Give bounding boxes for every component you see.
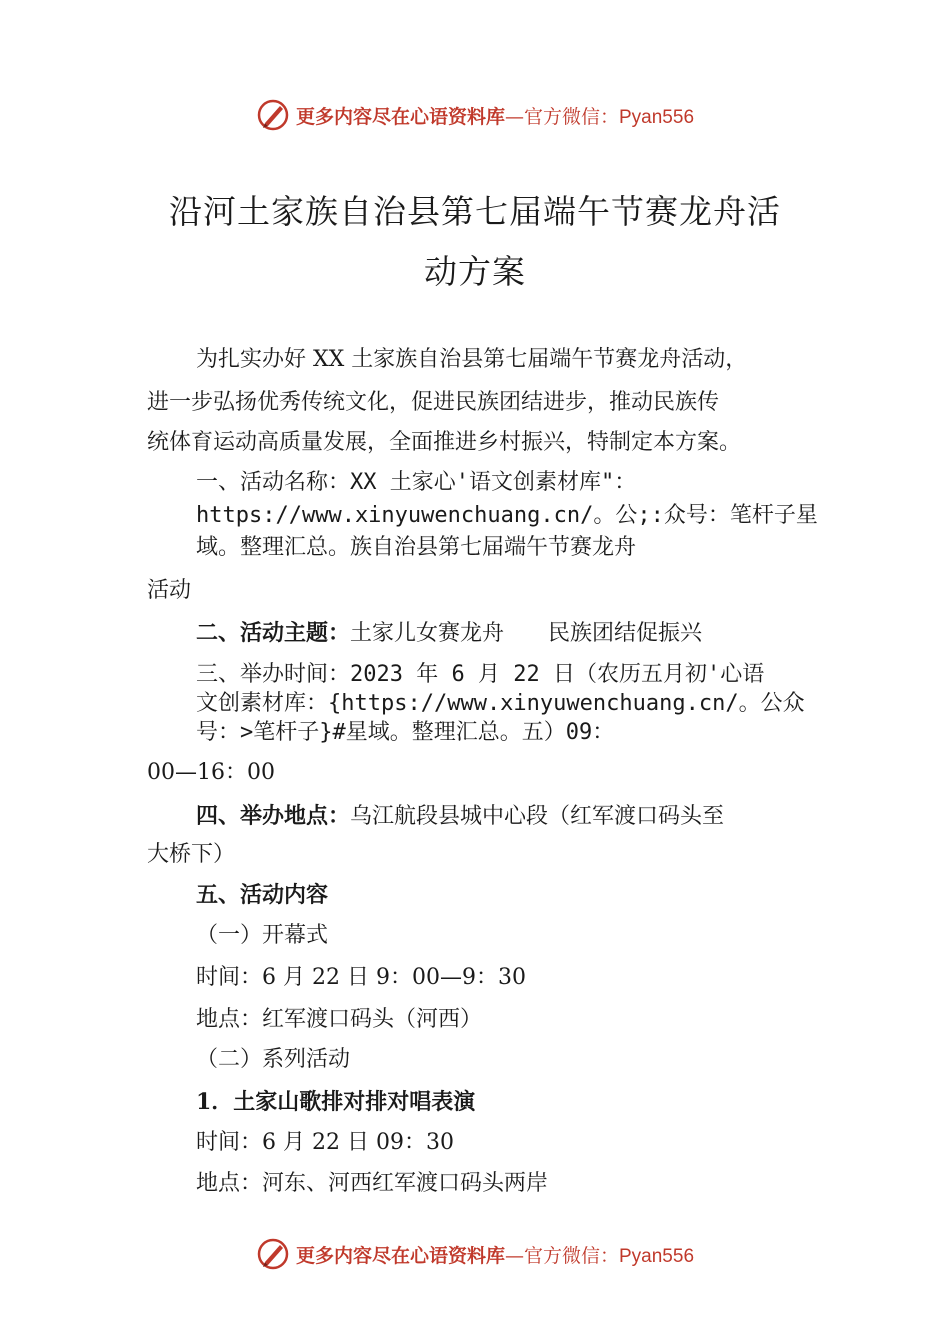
section-1-line-1: 一、活动名称：XX 土家心'语文创素材库"： (196, 470, 637, 495)
footer-banner (0, 1234, 950, 1274)
subsection-2-heading: （二）系列活动 (196, 1047, 351, 1072)
title-line-2: 动方案 (424, 252, 526, 291)
item-1-place: 地点：河东、河西红军渡口码头两岸 (196, 1171, 549, 1196)
document-title (120, 182, 830, 302)
banner-text: 更多内容尽在心语资料库—官方微信：Pyan556 (295, 105, 695, 128)
section-5-heading: 五、活动内容 (196, 882, 329, 908)
pen-logo-icon (256, 1237, 290, 1271)
item-1-heading: 1．土家山歌排对排对唱表演 (196, 1089, 476, 1115)
title-line-1: 沿河土家族自治县第七届端午节赛龙舟活 (169, 192, 781, 231)
header-banner (0, 95, 950, 135)
banner-text: 更多内容尽在心语资料库—官方微信：Pyan556 (295, 1244, 695, 1267)
intro-line-2: 进一步弘扬优秀传统文化，促进民族团结进步，推动民族传 (147, 390, 720, 415)
section-3-line-1: 三、举办时间：2023 年 6 月 22 日（农历五月初'心语 (196, 662, 765, 687)
section-2-label: 二、活动主题： (196, 620, 351, 646)
section-2-value: 土家儿女赛龙舟 民族团结促振兴 (350, 621, 703, 646)
section-3-line-2: 文创素材库：{https://www.xinyuwenchuang.cn/。公众 (196, 691, 805, 716)
subsection-1-heading: （一）开幕式 (196, 923, 329, 948)
item-1-time: 时间：6 月 22 日 09：30 (196, 1130, 454, 1155)
section-4-value: 乌江航段县城中心段（红军渡口码头至 (350, 804, 725, 829)
pen-logo-icon (256, 98, 290, 132)
section-3-line-4: 00—16：00 (147, 760, 275, 785)
intro-line-1: 为扎实办好 XX 土家族自治县第七届端午节赛龙舟活动， (196, 347, 748, 372)
section-1-line-2: https://www.xinyuwenchuang.cn/。公;:众号：笔杆子星 (196, 503, 818, 528)
subsection-1-place: 地点：红军渡口码头（河西） (196, 1007, 483, 1032)
section-4-label: 四、举办地点： (196, 803, 351, 829)
section-2 (196, 618, 702, 649)
section-4-continued: 大桥下） (147, 842, 236, 867)
section-3-line-3: 号：>笔杆子}#星域。整理汇总。五）09： (196, 720, 615, 745)
section-4 (196, 801, 724, 832)
section-1-line-4: 活动 (147, 578, 192, 603)
intro-line-3: 统体育运动高质量发展，全面推进乡村振兴，特制定本方案。 (147, 430, 742, 455)
subsection-1-time: 时间：6 月 22 日 9：00—9：30 (196, 965, 526, 990)
section-1-line-3: 域。整理汇总。族自治县第七届端午节赛龙舟 (196, 535, 637, 560)
